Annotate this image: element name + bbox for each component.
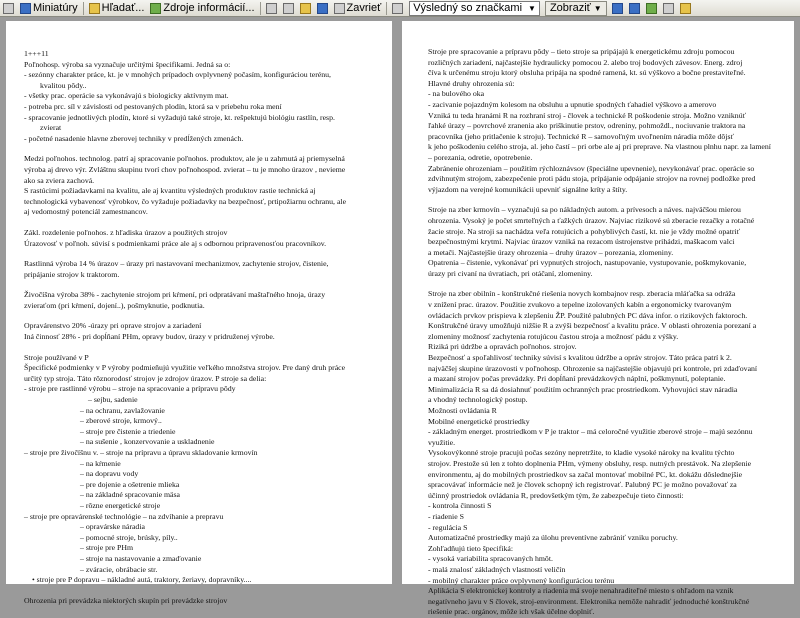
zoom-in-button[interactable] [263, 1, 280, 16]
paragraph-gap [24, 311, 372, 321]
text-line: zdvihnutým strojom, zabezpečenie proti pádu stoja, prípájanie odpájanie strojov na rovnej podložke pred [428, 174, 756, 184]
text-line: environmentu, aj do mobilných prostriedkov sa začal montovať mobilné PC, kt. dokážu dôslednejšie [428, 469, 743, 479]
research-label: Zdroje informácií... [163, 2, 255, 14]
text-line: – stroje na nastavovanie a zmaďovanie [80, 553, 202, 563]
reject-icon [663, 3, 674, 14]
comment-icon [680, 3, 691, 14]
text-line: • stroje pre P dopravu – nákladné autá, traktory, žeriavy, dopravníky.... [32, 575, 252, 585]
text-line: a metači. Najčastejšie úrazy ohrozenia – druhy úrazov – porezania, zlomeniny. [428, 247, 674, 257]
text-line: – na dopravu vody [80, 469, 139, 479]
text-line: S rastúcimi požiadavkami na kvalitu, ale aj kvantitu výsledných produktov rastie technická aj [24, 186, 316, 196]
text-line: Riziká pri údržbe a opravách poľnohos. strojov. [428, 342, 577, 352]
text-line: – stroje pre PHm [80, 543, 134, 553]
accept-change-button[interactable] [643, 1, 660, 16]
text-line: - vysoká variabilita spracovaných hmôt. [428, 554, 553, 564]
zoom-out-icon [283, 3, 294, 14]
view-select-value: Výsledný so značkami [413, 2, 523, 14]
close-icon [334, 3, 345, 14]
binoculars-icon [89, 3, 100, 14]
text-line: ľahké úrazy – povrchové zranenia ako priškinutie prstov, odreniny, pohmoždl., nociuvanie traktora na [428, 121, 746, 131]
text-line: Rastlinná výroba 14 % úrazov – úrazy pri nastavovaní mechanizmov, zachytenie strojov, čistenie, [24, 259, 329, 269]
paragraph-gap [428, 279, 776, 289]
thumbnails-label: Miniatúry [33, 2, 78, 14]
text-line: Opravárenstvo 20% -úrazy pri oprave strojov a zariadení [24, 321, 202, 331]
text-line: Poľnohosp. výroba sa vyznačuje určitými špecifikami. Jedná sa o: [24, 59, 231, 69]
toolbar-separator [83, 2, 84, 15]
text-line: Medzi poľnohos. technolog. patrí aj spracovanie poľnohos. produktov, ale je u zahrnutá aj priemyselná [24, 154, 345, 164]
text-line: riešenie prac. orgánov, môže ich však účelne doplniť. [428, 607, 595, 617]
next-change-button[interactable] [626, 1, 643, 16]
paragraph-gap [24, 144, 372, 154]
zoom-in-icon [266, 3, 277, 14]
text-line: 1+++11 [24, 49, 49, 58]
paragraph-gap [24, 280, 372, 290]
text-line: úrazy pri civaní na úvratiach, pri otáčaní, zlomeniny. [428, 268, 593, 278]
text-line: Úrazovosť v poľnoh. súvisí s podmienkami práce ale aj s odbornou pripravenosťou pracovníkov. [24, 238, 327, 248]
text-line: určitý typ stroja. Táto rôznorodosť strojov je zdrojov úrazov. P stroje sa delia: [24, 373, 267, 383]
paragraph-gap [24, 343, 372, 353]
text-line: Aplikácia S elektronickej kontroly a riadenia má svoje nenahraditeľné miesto s ohľadom na vznik [428, 586, 734, 596]
text-line: - malá znalosť základných vlastností veličín [428, 564, 566, 574]
text-line: – rôzne energetické stroje [80, 500, 161, 510]
paragraph-gap [24, 586, 372, 596]
reject-change-button[interactable] [660, 1, 677, 16]
text-line: aj vedomostný potenciál zamestnancov. [24, 207, 148, 217]
text-line: - mobilný charakter práce ovplyvnený konfiguráciou terénu [428, 575, 615, 585]
next-icon [629, 3, 640, 14]
text-line: - sezónny charakter práce, kt. je v mnohých prípadoch ovplyvnený počasím, konfiguráciou terénu, [24, 70, 332, 80]
text-line: Konštrukčné úravy umožňujú nižšie R a zvýši bezpečnosť a kvalitu práce. V oblasti ohrozenia porezaní a [428, 321, 757, 331]
text-line: strojov. Prestože sú len z tohto doplnenia PHm, výmeny obsluhy, resp. nutných prestávok. Na zlepšenie [428, 458, 752, 468]
text-line: - regulácia S [428, 522, 468, 532]
two-pages-button[interactable] [314, 1, 331, 16]
text-line: číva k určenému stroju ktorý obsluha pripája na spodné ramená, kt. sú výškovo a bočne prestaviteľné. [428, 68, 746, 78]
text-line: – na kŕmenie [80, 458, 121, 468]
text-line: Špecifické podmienky v P výroby podmieňujú využitie veľkého množstva strojov. Pre daný druh práce [24, 363, 346, 373]
toolbar-separator [386, 2, 387, 15]
text-line: Hlavné druhy ohrozenia sú: [428, 78, 515, 88]
research-button[interactable] [147, 1, 257, 16]
one-page-button[interactable] [297, 1, 314, 16]
text-line: Možnosti ovládania R [428, 406, 497, 415]
paragraph-gap [24, 218, 372, 228]
text-line: Vzniká tu teda hranámi R na rozhraní stroj - človek a technické R poškodenie stroja. Možno vzniknúť [428, 110, 746, 120]
text-line: Živočíšna výroba 38% - zachytenie strojom pri kŕmení, pri odpratávaní maštaľného hnoja, úrazy [24, 290, 326, 300]
show-button[interactable] [545, 1, 607, 16]
text-line: rozličných zariadení, najčastejšie hydraulicky pomocou 2. alebo troj bodových závesov. Energ. zdroj [428, 57, 743, 67]
text-line: zvierat [40, 123, 62, 133]
comment-button[interactable] [677, 1, 694, 16]
text-line: ovládacích prvkov prispieva k zlepšeniu ŽP. Použité palubných PC dáva infor. o rizikových faktoroch. [428, 310, 748, 320]
text-line: - početné nasadenie hlavne zberovej techniky v predĺžených zmenách. [24, 133, 244, 143]
text-line: – stroje pre čistenie a triedenie [80, 426, 176, 436]
text-line: Opatrenia – čistenie, vykonávať pri vypnutých strojoch, nastupovanie, vystupovanie, poškmykovanie, [428, 258, 747, 268]
text-line: – stroje pre opravárenské technológie – na zdvíhanie a prepravu [24, 511, 224, 521]
document-page-left [6, 21, 392, 605]
text-line: – zberové stroje, krmový.. [80, 416, 162, 426]
one-page-icon [300, 3, 311, 14]
text-line: - kontrola činnosti S [428, 501, 492, 511]
text-line: výjazdom na verejné komunikácii upevniť signálne kríty a štíty. [428, 184, 628, 194]
text-line: najväčšej skupine úrazovosti v poľnohosp. Ohrozenie sa najčastejšie objavujú pri kontrole, pri zdaďovaní [428, 363, 758, 373]
text-line: Automatizačné prostriedky majú za úlohu preventívne zabrániť vzniku poruchy. [428, 533, 678, 543]
find-label: Hľadať... [101, 2, 145, 14]
text-line: zlomeniny možnosť zachytenia rotujúcou častou stroja a možnosť pádu z výšky. [428, 331, 679, 341]
view-select[interactable] [409, 1, 540, 16]
text-line: Iná činnosť 28% - pri dopĺňaní PHm, opravy budov, úrazy v pridruženej výrobe. [24, 332, 275, 342]
accept-icon [646, 3, 657, 14]
previous-change-button[interactable] [609, 1, 626, 16]
thumbnails-icon [20, 3, 31, 14]
markup-icon [392, 3, 403, 14]
text-line: účinný prostriedok ovládania R, predovšetkým tým, že zabezpečuje tieto činnosti: [428, 490, 684, 500]
text-line: ako sa zviera zachová. [24, 175, 95, 185]
text-line: – na základné spracovanie mäsa [80, 490, 181, 500]
chevron-down-icon: ▼ [528, 3, 536, 13]
document-toolbar [0, 0, 800, 17]
text-line: - na bulového oka [428, 89, 485, 99]
close-button[interactable] [331, 1, 385, 16]
show-label: Zobraziť [549, 2, 591, 14]
text-line: – pre dojenie a ošetrenie mlieka [80, 479, 180, 489]
text-line: - všetky prac. operácie sa vykonávajú s biologicky aktívnym mat. [24, 91, 229, 101]
text-line: - riadenie S [428, 511, 464, 521]
text-line: – pomocné stroje, brúsky, píly.. [80, 532, 178, 542]
text-line: - spracovanie jednotlivých plodín, ktoré si vyžadujú také stroje, kt. rešpektujú biológiu rastlín, resp. [24, 112, 335, 122]
text-line: a vhodný technologický postup. [428, 395, 528, 405]
markup-button[interactable] [389, 1, 406, 16]
text-line: - základným energet. prostriedkom v P je traktor – má celoročné využitie zberové stroje – majú sezónnu [428, 427, 753, 437]
text-line: Vysokovýkonné stroje pracujú počas sezóny nepretržite, to kladie vysoké nároky na kvalitu týchto [428, 448, 735, 458]
zoom-out-button[interactable] [280, 1, 297, 16]
text-line: – sejbu, sadenie [88, 395, 138, 405]
text-line: Minimalizácia R sa dá dosiahnuť použitím ochranných prac prostriedkom. Vyhovujúci stav náradia [428, 384, 738, 394]
text-line: – na sušenie , konzervovanie a uskladnenie [80, 437, 215, 447]
document-page-right [402, 21, 794, 617]
text-line: spracovávať informácie než je človek schopný ich registrovať. Palubný PC je možno považovať za [428, 480, 737, 490]
text-line: bezpečnostnými krytmi. Najviac úrazov vzniká na rezacom ústrojenstve prihádzi, maškacom valci [428, 237, 735, 247]
toolbar-separator [260, 2, 261, 15]
text-line: v znížení prac. úrazov. Použitie zvukovo a tepelne izolovaných kabín a ergonomicky tvarovaným [428, 300, 732, 310]
text-line: pracovníka (jeho pritlačenie k stroju). Technické R – samovoľným uvoľnením náradia môže dôjsť [428, 131, 734, 141]
text-line: kvalitou pôdy.. [40, 80, 87, 90]
research-icon [150, 3, 161, 14]
text-line: technologická vybavenosť výrobkov, čo vyžaduje požiadavky na bezpečnosť, prtipožiarnu ochranu, ale [24, 196, 347, 206]
text-line: Mobilné energetické prostriedky [428, 416, 530, 426]
text-line: Bezpečnosť a spoľahlivosť techniky súvisí s kvalitou údržbe a opráv strojov. Táto práca patrí k 2. [428, 353, 732, 363]
text-line: – porezania, odretie, opotrebenie. [428, 152, 533, 162]
text-line: - stroje pre rastlinné výrobu – stroje na spracovanie a prípravu pôdy [24, 384, 236, 394]
text-line: Stroje na zber krmovín – vyznačujú sa po nákladných autom. a prívesoch a náves. najväčšou mierou [428, 205, 741, 215]
text-line: Stroje na zber obilnín - konštrukčné riešenia novych kombajnov resp. zberacia mláťačka sa odráža [428, 289, 736, 299]
text-line: - potreba prc. síl v závislosti od pestovaných plodín, ktorá sa v priebehu roka mení [24, 101, 282, 111]
text-line: Zákl. rozdelenie poľnohos. z hľadiska úrazov a použitých strojov [24, 227, 228, 237]
text-line: – stroje pre živočíšnu v. – stroje na prípravu a úpravu skladovanie krmovín [24, 448, 258, 457]
text-line: využitie. [428, 437, 456, 447]
text-line: ohrozenia. Vysoký je počet smrteľných a ťažkých úrazov. Najviac rizikové sú zberacie rezačky a rotačné [428, 215, 755, 225]
find-button[interactable] [86, 1, 148, 16]
close-label: Zavrieť [346, 2, 382, 14]
text-line: k jeho poškodeniu celého stroja, al. jeho častí – pri orbe ale aj pri preprave. Na vlastnou plnhu napr. za lamení [428, 142, 771, 152]
text-line: výroba aj drevo výr. Zvláštnu skupinu tvorí chov poľnohospod. zvierat – tu je mnoho úrazov , nevieme [24, 164, 346, 174]
text-line: zvieraťom (pri kŕmení, dojení..), pošmyknutie, podknutia. [24, 300, 205, 310]
thumbnails-button[interactable] [17, 1, 81, 16]
text-line: – na ochranu, zavlažovanie [80, 405, 165, 415]
text-line: - zacivanie pojazdným kolesom na obsluhu a upnutie spodných ťahadiel výškovo a amerovo [428, 99, 717, 109]
paragraph-gap [24, 249, 372, 259]
text-line: – opravárske náradia [80, 522, 145, 532]
previous-icon [612, 3, 623, 14]
text-line: – zváracie, obrábacie str. [80, 564, 158, 574]
toolbar-view-button[interactable] [0, 1, 17, 16]
text-line: Zohľadňujú tieto špecifiká: [428, 543, 514, 553]
text-line: Zabránenie ohrozeniam – použitím rýchloznávsov (špeciálne upevnenie), nevykonávať prac. operácie so [428, 163, 755, 173]
chevron-down-icon: ▼ [593, 3, 602, 13]
pages-icon [3, 3, 14, 14]
text-line: Stroje pre spracovanie a prípravu pôdy – tieto stroje sa pripájajú k energetickému zdroju pomocou [428, 47, 735, 56]
text-line: Stroje používané v P [24, 352, 89, 362]
two-pages-icon [317, 3, 328, 14]
text-line: a mazaní strojov počas prevádzky. Pri dopĺňaní prevádzkových náplní, poškmynutí, poleptanie. [428, 374, 726, 384]
text-line: žacie stroje. Na stroji sa nachádza veľa rotujúcich a pohyblivých častí, kt. nie je vždy možné opatriť [428, 226, 740, 236]
paragraph-gap [428, 195, 776, 205]
text-line: negatívneho javu v S človek, stroj-environment. Elektronika nemôže nahradiť jednoduché konštrukčné [428, 596, 750, 606]
text-line: pripájanie strojov k traktorom. [24, 269, 120, 279]
text-line: Ohrozenia pri prevádzka niektorých skupín pri prevádzke strojov [24, 595, 228, 605]
